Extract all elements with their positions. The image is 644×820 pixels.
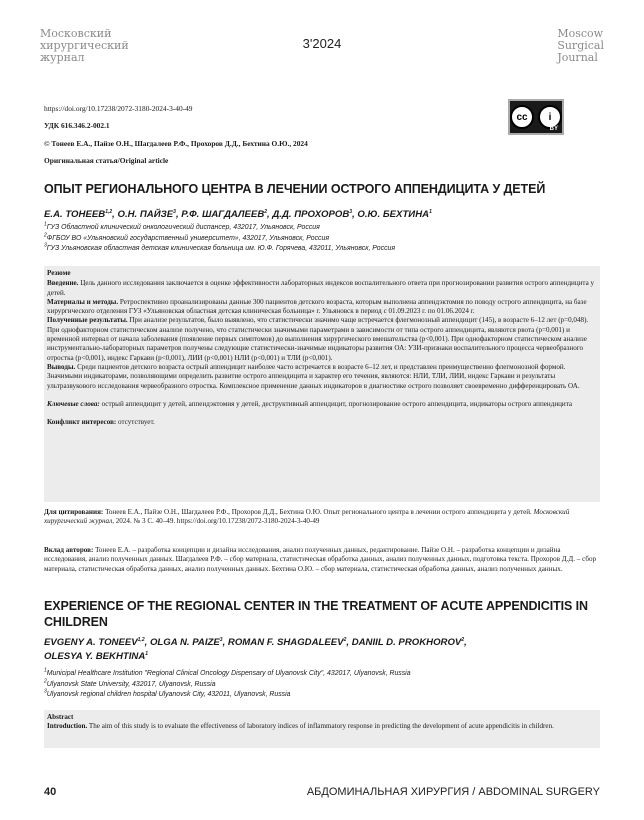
journal-logo-en — [557, 28, 604, 64]
udk-code: УДК 616.346.2-002.1 — [44, 121, 110, 130]
affiliation-text: ФГБОУ ВО «Ульяновский государственный университет», 432017, Ульяновск, Россия — [46, 234, 330, 242]
affiliation-item — [44, 234, 600, 245]
author-sup: 3 — [219, 636, 223, 643]
author-name: EVGENY A. TONEEV — [44, 637, 138, 648]
affiliation-text: ГУЗ Ульяновская областная детская клиническая больница им. Ю.Ф. Горячева, 432011, Ульяновск, Россия — [46, 245, 396, 252]
abstract-ru — [44, 266, 600, 502]
authors-en-line-1: EVGENY A. TONEEV$^{1,2}$, OLGA N. PAIZE$^3$, ROMAN F. SHAGDALEEV$^2$, DANIIL D. PROKHOROV$^2$, — [44, 636, 467, 648]
author-sup: 3 — [173, 208, 176, 215]
abstract-en — [44, 710, 600, 748]
affiliation-sup: 2 — [44, 678, 47, 685]
author-sup: 2 — [461, 636, 465, 643]
article-title-en: EXPERIENCE OF THE REGIONAL CENTER IN THE TREATMENT OF ACUTE APPENDICITIS IN CHILDREN — [44, 599, 588, 629]
author-sup: 1 — [145, 650, 149, 657]
affiliation-item — [44, 669, 600, 680]
author-name: Р.Ф. ШАГДАЛЕЕВ — [181, 209, 265, 220]
citation-block — [44, 508, 600, 527]
abstract-text: Значимыми индикаторами, позволяющими определить развитие острого аппендицита и характер его течения, являются: НЛИ, ТЛИ, ЛИИ, индекс Гаркави и результаты ультразвукового исследования червеобразного отростка. Комплексное применение данных индикаторов в диагностике острого позволяет своевременно дифференцировать ОА. — [47, 372, 580, 390]
abstract-heading: Резюме — [47, 269, 71, 277]
keywords — [47, 400, 597, 409]
author-sup: 2 — [264, 208, 268, 215]
abstract-label: Введение. — [47, 279, 79, 288]
abstract-text: При анализе результатов, было выявлено, что статистически значимо чаще встречается флегмонозный аппендицит (145), в возрасте 6–12 лет (p=0,048). При однофакторном статистическом анализе получено, что статистически значимыми параметрами в зависимости от типа острого аппендицита, являются рвота (p=0,001) и временной интервал от начала заболевания (появление первых симптомов) до выполнения хирургического вмешательства (p<0,001). При однофакторном статистическом анализе инструментально-лабораторных параметров получены следующие статистически-значимые индикаторы развития ОА: УЗИ-признаки воспалительного процесса червеобразного отростка (p<0,001), индекс Гаркави (p<0,001), ЛИИ (p<0,001) НЛИ (p<0,001) и ТЛИ (p<0,001). — [47, 316, 589, 362]
authors-ru: Е.А. ТОНЕЕВ$^{1,2}$, О.Н. ПАЙЗЕ$^3$, Р.Ф. ШАГДАЛЕЕВ$^2$, Д.Д. ПРОХОРОВ$^3$, О.Ю. БЕХТИНА$^1$ — [44, 208, 432, 220]
cc-by-license-icon[interactable] — [508, 99, 564, 135]
citation-tail[interactable]: 2024. № 3 С. 40–49. https://doi.org/10.17238/2072-3180-2024-3-40-49 — [113, 517, 320, 526]
author-name: Е.А. ТОНЕЕВ — [44, 209, 106, 220]
affiliation-sup: 3 — [44, 688, 47, 695]
attribution-icon: i — [538, 105, 562, 129]
article-type: Оригинальная статья/Original article — [44, 156, 169, 165]
citation-text: Тонеев Е.А., Пайзе О.Н., Шагдалеев Р.Ф., Прохоров Д.Д., Бехтина О.Ю. Опыт регионального центра в лечении острого аппендицита у детей. — [103, 508, 534, 516]
affiliation-sup: 1 — [44, 667, 47, 674]
logo-ru-line-1: Московский — [40, 27, 112, 40]
author-sup: 1 — [429, 208, 432, 215]
abstract-label: Полученные результаты. — [47, 316, 128, 325]
affiliation-item — [44, 244, 600, 255]
affiliation-item — [44, 690, 600, 701]
copyright-line: © Тонеев Е.А., Пайзе О.Н., Шагдалеев Р.Ф., Прохоров Д.Д., Бехтина О.Ю., 2024 — [44, 139, 308, 148]
author-name: OLGA N. PAIZE — [149, 637, 220, 648]
abstract-paragraph — [47, 722, 597, 731]
author-sup: 3 — [349, 208, 353, 215]
article-title-ru: ОПЫТ РЕГИОНАЛЬНОГО ЦЕНТРА В ЛЕЧЕНИИ ОСТРОГО АППЕНДИЦИТА У ДЕТЕЙ — [44, 182, 546, 196]
affiliations-ru — [44, 223, 600, 255]
author-name: OLESYA Y. BEKHTINA — [44, 651, 146, 662]
logo-ru-line-3: журнал — [40, 51, 85, 64]
section-name: АБДОМИНАЛЬНАЯ ХИРУРГИЯ / ABDOMINAL SURGERY — [306, 786, 600, 798]
abstract-label: Introduction. — [47, 722, 88, 731]
abstract-text: Ретроспективно проанализированы данные 300 пациентов детского возраста, которым выполнена аппендэктомия по поводу острого аппендицита, на базе хирургического отделения ГУЗ «Ульяновская областная детская клиническая больница» г. Ульяновск в период с 01.09.2023 г. по 01.06.2024 г. — [47, 297, 587, 316]
citation-label: Для цитирования: — [44, 508, 104, 516]
author-contribution — [44, 546, 600, 574]
abstract-paragraph — [47, 372, 597, 391]
affiliation-text: ГУЗ Областной клинический онкологический диспансер, 432017, Ульяновск, Россия — [46, 224, 320, 231]
abstract-label: Выводы. — [47, 362, 76, 371]
logo-en-line-1: Moscow — [557, 27, 604, 40]
logo-ru-line-2: хирургический — [40, 39, 129, 52]
page-header — [40, 28, 604, 68]
doi-link[interactable]: https://doi.org/10.17238/2072-3180-2024-3-40-49 — [44, 104, 193, 113]
author-name: DANIIL D. PROKHOROV — [351, 637, 462, 648]
abstract-paragraph — [47, 316, 597, 362]
cc-icon: cc — [510, 105, 534, 129]
contribution-label: Вклад авторов: — [44, 546, 94, 554]
affiliation-item — [44, 680, 600, 691]
abstract-paragraph — [47, 298, 597, 317]
author-name: Д.Д. ПРОХОРОВ — [272, 209, 350, 220]
affiliation-sup: 1 — [44, 221, 47, 228]
abstract-text: Среди пациентов детского возраста острый аппендицит наиболее часто встречается в возрасте 6–12 лет, и представлен преимущественно флегмонозной формой. — [75, 362, 566, 371]
author-sup: 1,2 — [137, 636, 145, 643]
author-name: ROMAN F. SHAGDALEEV — [227, 637, 344, 648]
affiliation-item — [44, 223, 600, 234]
keywords-text: острый аппендицит у детей, аппендэктомия у детей, деструктивный аппендицит, прогнозирование острого аппендицита, индикаторы острого аппендицита — [99, 399, 573, 408]
abstract-paragraph — [47, 279, 597, 298]
authors-en — [44, 636, 600, 664]
affiliation-text: Municipal Healthcare Institution "Regional Clinical Oncology Dispensary of Ulyanovsk City", 432017, Ulyanovsk, Russia — [46, 670, 411, 677]
logo-en-line-2: Surgical — [557, 39, 604, 52]
abstract-paragraph — [47, 363, 597, 372]
conflict-label: Конфликт интересов: — [47, 418, 117, 427]
logo-en-line-3: Journal — [557, 51, 598, 64]
authors-en-line-2 — [44, 650, 600, 664]
affiliation-sup: 2 — [44, 232, 47, 239]
author-sup: 2 — [343, 636, 347, 643]
citation-journal: Московский хирургический журнал, — [44, 508, 570, 526]
conflict-of-interest — [47, 418, 597, 427]
abstract-heading: Abstract — [47, 713, 74, 721]
conflict-text: отсутствует. — [116, 418, 155, 427]
by-label: BY — [549, 126, 558, 132]
contribution-text: Тонеев Е.А. – разработка концепции и дизайна исследования, анализ полученных данных, редактирование. Пайзе О.Н. – разработка концепции и дизайна исследования, анализ полученных данных. Шагдалеев Р.Ф. – сбор материала, статистическая обработка данных, анализ полученных данных, подготовка текста. Прохоров Д.Д. – сбор материала, статистическая обработка данных, анализ полученных данных. Бехтина О.Ю. – сбор материала, статистическая обработка данных, анализ полученных данных. — [44, 546, 597, 573]
author-name: О.Н. ПАЙЗЕ — [117, 209, 174, 220]
affiliations-en — [44, 669, 600, 701]
page-number: 40 — [44, 786, 57, 798]
abstract-text: Цель данного исследования заключается в оценке эффективности лабораторных индексов воспалительного ответа при прогнозировании развития острого аппендицита у детей. — [47, 279, 595, 297]
issue-number: 3'2024 — [302, 36, 342, 51]
author-sup: 1,2 — [105, 208, 113, 215]
keywords-label: Ключевые слова: — [47, 399, 100, 408]
affiliation-sup: 3 — [44, 242, 47, 249]
abstract-label: Материалы и методы. — [47, 297, 119, 306]
author-name: О.Ю. БЕХТИНА — [357, 209, 430, 220]
abstract-text: The aim of this study is to evaluate the effectiveness of laboratory indices of inflammatory response in predicting the development of acute appendicitis in children. — [87, 722, 554, 731]
affiliation-text: Ulyanovsk regional children hospital Ulyanovsk City, 432011, Ulyanovsk, Russia — [46, 691, 291, 698]
affiliation-text: Ulyanovsk State University, 432017, Ulyanovsk, Russia — [46, 680, 216, 688]
